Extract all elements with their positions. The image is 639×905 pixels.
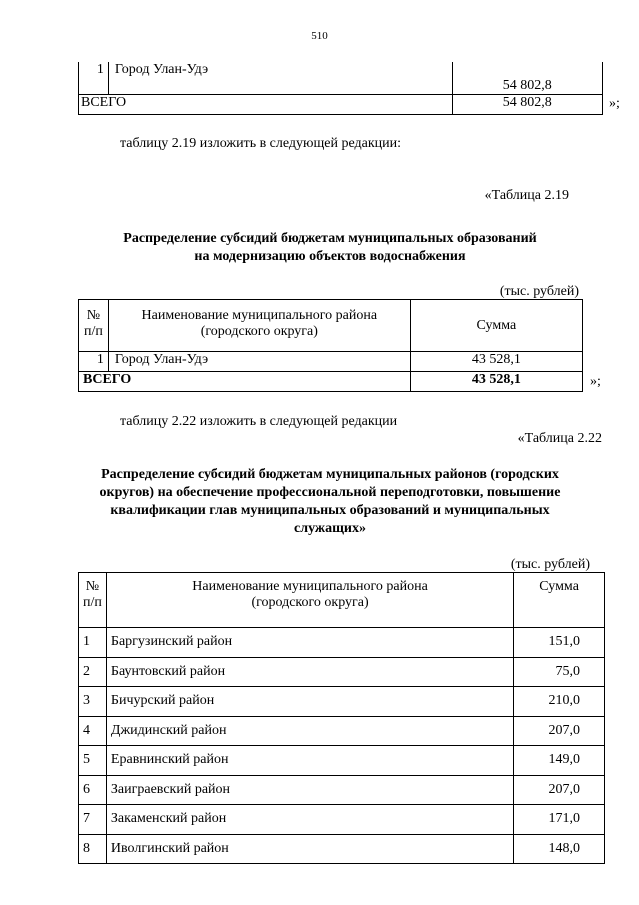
total-label: ВСЕГО (83, 372, 132, 387)
table-row (79, 352, 583, 372)
table-row (79, 746, 605, 776)
row-name: Иволгинский район (110, 840, 229, 856)
units-label: (тыс. рублей) (510, 557, 590, 572)
closing-quote: »; (590, 374, 601, 389)
table-header (79, 300, 583, 352)
row-num: 1 (96, 62, 104, 77)
total-row (79, 94, 603, 114)
intro-text-2-22: таблицу 2.22 изложить в следующей редакции (120, 414, 398, 429)
closing-quote: »; (609, 96, 620, 111)
header-num: п/п (83, 595, 102, 610)
header-sum: Сумма (539, 579, 579, 594)
title-line: служащих» (294, 521, 366, 536)
title-line: квалификации глав муниципальных образований и муниципальных (110, 503, 550, 518)
table-row (79, 834, 605, 864)
row-name: Город Улан-Удэ (114, 62, 209, 77)
page-number: 510 (311, 30, 328, 42)
header-name: Наименование муниципального района (141, 308, 378, 323)
row-num: 5 (83, 752, 90, 768)
row-num: 8 (83, 840, 90, 856)
total-sum: 43 528,1 (471, 372, 521, 387)
header-name: (городского округа) (251, 595, 369, 610)
table-row (79, 657, 605, 687)
table-2-19 (78, 299, 583, 392)
row-name: Закаменский район (110, 811, 227, 827)
title-line: на модернизацию объектов водоснабжения (194, 249, 466, 264)
row-sum: 75,0 (555, 663, 580, 679)
row-name: Заиграевский район (110, 781, 231, 797)
header-sum: Сумма (476, 317, 517, 333)
table-label-2-22: «Таблица 2.22 (517, 431, 602, 446)
table-label-2-19: «Таблица 2.19 (484, 188, 569, 203)
units-label: (тыс. рублей) (499, 284, 579, 299)
table-row (79, 62, 603, 94)
title-line: Распределение субсидий бюджетам муниципальных образований (123, 231, 537, 246)
header-num: № (85, 579, 100, 594)
table-row (79, 805, 605, 835)
row-sum: 207,0 (548, 722, 580, 738)
table-header (79, 573, 605, 628)
intro-text-2-19: таблицу 2.19 изложить в следующей редакции: (120, 136, 402, 151)
table-row (79, 716, 605, 746)
row-name: Еравнинский район (110, 752, 229, 768)
row-sum: 207,0 (548, 781, 580, 797)
row-sum: 151,0 (548, 634, 580, 650)
title-line: округов) на обеспечение профессиональной переподготовки, повышение (99, 485, 561, 500)
title-line: Распределение субсидий бюджетам муниципальных районов (городских (101, 467, 559, 482)
table-row (79, 687, 605, 717)
row-sum: 210,0 (548, 693, 580, 709)
header-num: № (86, 308, 101, 323)
row-num: 7 (83, 811, 90, 827)
row-sum: 149,0 (548, 752, 580, 768)
table-continuation (78, 62, 603, 115)
row-num: 1 (83, 634, 90, 650)
row-num: 4 (83, 722, 90, 738)
row-num: 1 (96, 352, 104, 367)
row-sum: 54 802,8 (502, 77, 552, 93)
row-name: Баргузинский район (110, 634, 233, 650)
row-name: Бичурский район (110, 693, 215, 709)
row-sum: 43 528,1 (471, 352, 521, 367)
row-num: 6 (83, 781, 90, 797)
header-name: (городского округа) (200, 324, 318, 339)
total-row (79, 372, 583, 392)
row-name: Баунтовский район (110, 663, 226, 679)
table-title-2-19 (60, 230, 600, 266)
total-label: ВСЕГО (81, 94, 127, 110)
row-num: 3 (83, 693, 90, 709)
table-row (79, 628, 605, 658)
row-num: 2 (83, 663, 90, 679)
total-sum: 54 802,8 (502, 94, 552, 110)
table-row (79, 775, 605, 805)
header-num: п/п (84, 324, 103, 339)
table-title-2-22 (40, 466, 620, 538)
row-sum: 148,0 (548, 840, 580, 856)
row-name: Город Улан-Удэ (114, 352, 209, 367)
table-2-22 (78, 572, 605, 864)
header-name: Наименование муниципального района (192, 579, 428, 594)
row-name: Джидинский район (110, 722, 227, 738)
row-sum: 171,0 (548, 811, 580, 827)
